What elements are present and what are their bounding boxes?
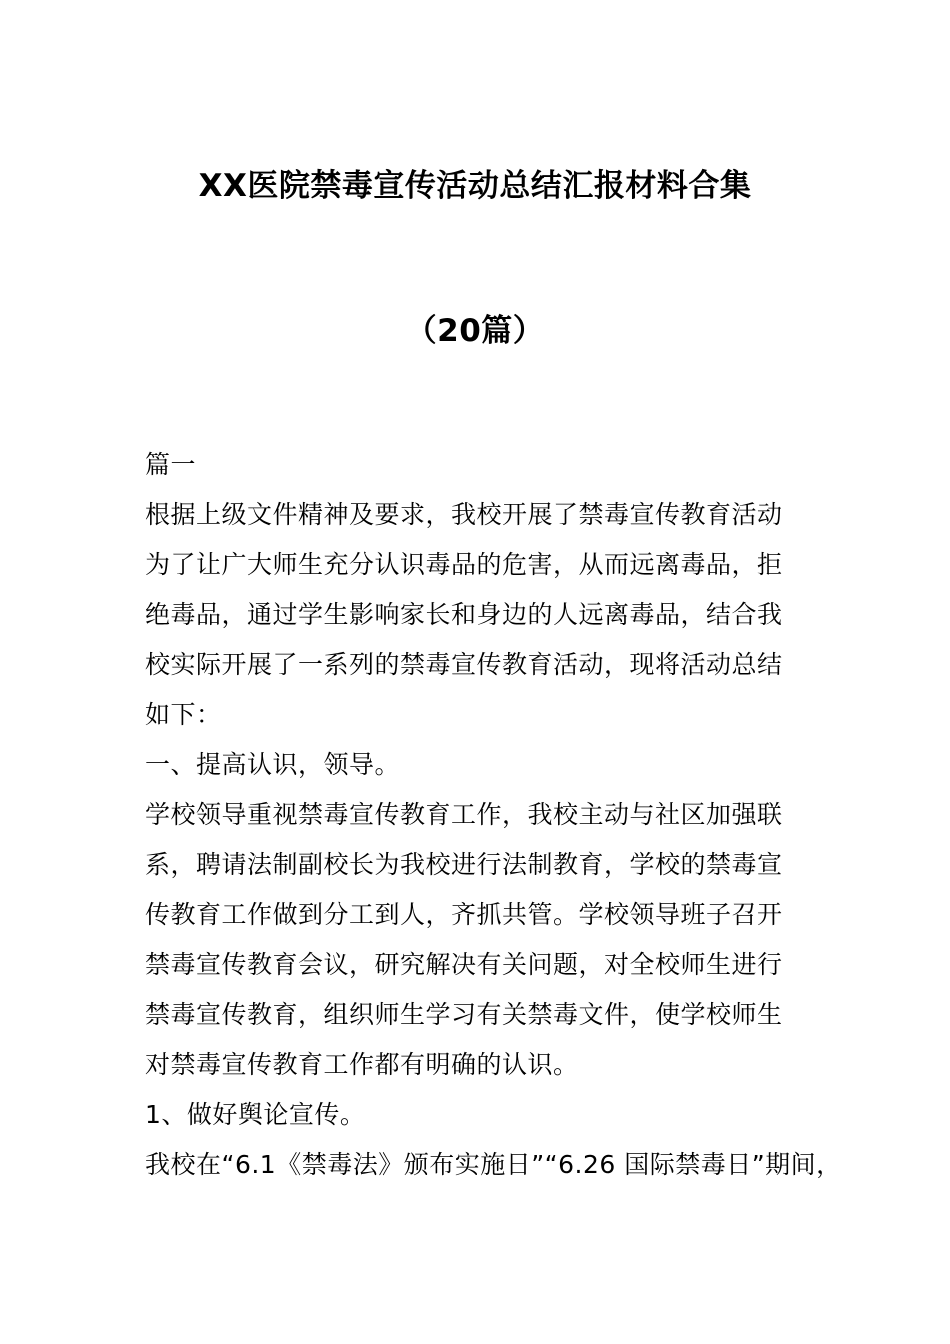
body-line: 传教育工作做到分工到人，齐抓共管。学校领导班子召开	[145, 900, 783, 929]
body-line: 校实际开展了一系列的禁毒宣传教育活动，现将活动总结	[145, 650, 783, 679]
body-line: 为了让广大师生充分认识毒品的危害，从而远离毒品，拒	[145, 550, 783, 579]
body-line: 根据上级文件精神及要求，我校开展了禁毒宣传教育活动	[145, 500, 783, 529]
subsection-heading: 一、提高认识，领导。	[145, 750, 401, 779]
document-subtitle: （20篇）	[405, 313, 545, 349]
document-title: XX医院禁毒宣传活动总结汇报材料合集	[198, 168, 752, 204]
body-line: 对禁毒宣传教育工作都有明确的认识。	[145, 1050, 579, 1079]
subsection-heading: 1、做好舆论宣传。	[145, 1100, 366, 1129]
section-heading: 篇一	[145, 450, 197, 479]
body-line: 禁毒宣传教育，组织师生学习有关禁毒文件，使学校师生	[145, 1000, 783, 1029]
body-line: 我校在“6.1《禁毒法》颁布实施日”“6.26 国际禁毒日”期间，	[145, 1150, 842, 1179]
body-line: 如下：	[145, 700, 222, 729]
document-body	[145, 440, 842, 1190]
body-line: 绝毒品，通过学生影响家长和身边的人远离毒品，结合我	[145, 600, 783, 629]
body-line: 学校领导重视禁毒宣传教育工作，我校主动与社区加强联	[145, 800, 783, 829]
body-line: 禁毒宣传教育会议，研究解决有关问题，对全校师生进行	[145, 950, 783, 979]
body-line: 系，聘请法制副校长为我校进行法制教育，学校的禁毒宣	[145, 850, 783, 879]
